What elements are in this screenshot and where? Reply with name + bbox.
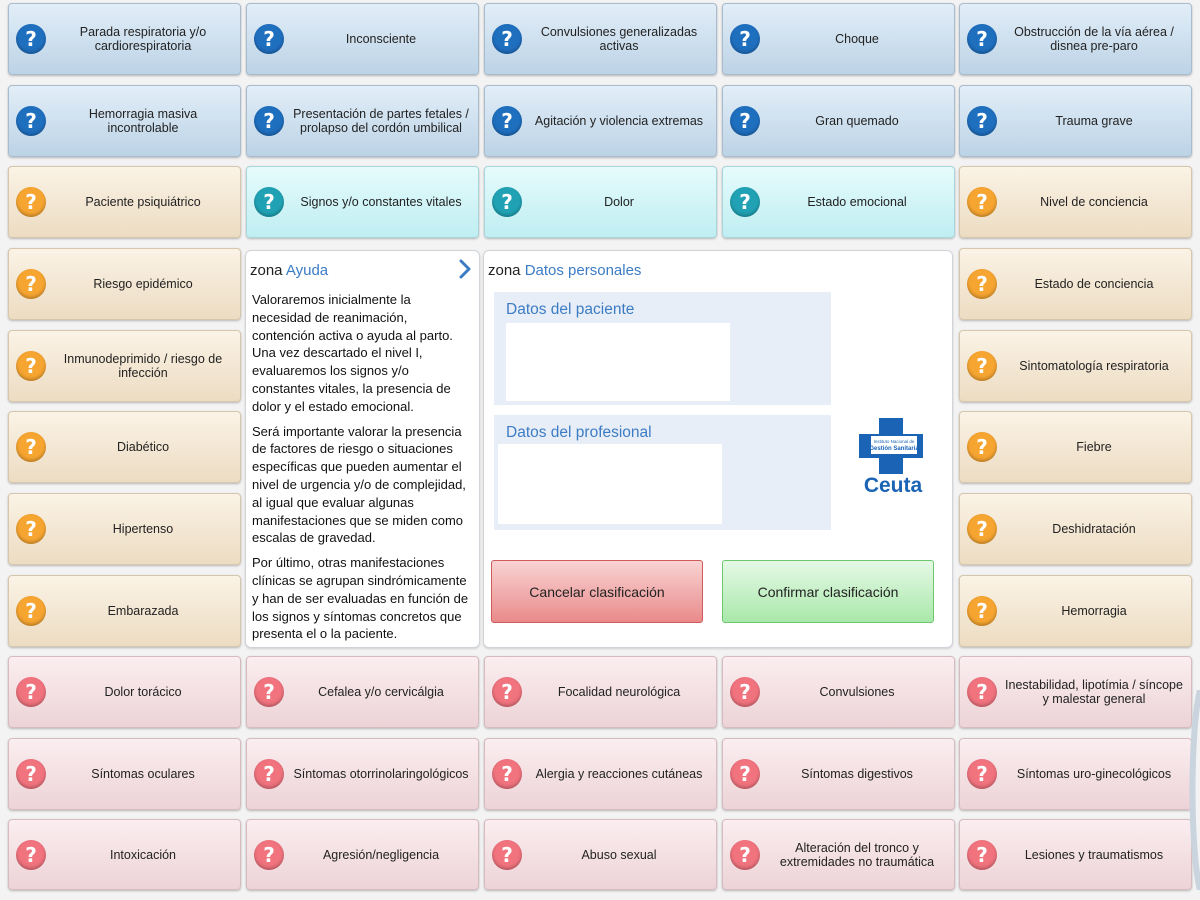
triage-tile-label: Deshidratación [1052, 522, 1136, 536]
triage-tile-label: Diabético [116, 440, 170, 454]
personal-zone-title [488, 262, 641, 279]
triage-tile-label: Síntomas uro-ginecológicos [1016, 767, 1172, 781]
triage-tile-label: Estado de conciencia [1034, 277, 1154, 291]
question-mark-icon: ? [492, 187, 522, 217]
triage-tile[interactable] [8, 411, 241, 483]
question-mark-icon: ? [967, 24, 997, 54]
patient-data-field[interactable] [506, 323, 730, 401]
question-mark-icon: ? [16, 269, 46, 299]
question-mark-icon: ? [254, 24, 284, 54]
triage-tile-label: Riesgo epidémico [93, 277, 193, 291]
question-mark-icon: ? [16, 187, 46, 217]
triage-tile-label: Hipertenso [112, 522, 174, 536]
triage-tile-label: Alteración del tronco y extremidades no traumática [779, 840, 935, 869]
triage-tile[interactable] [8, 85, 241, 157]
question-mark-icon: ? [254, 187, 284, 217]
professional-data-title: Datos del profesional [506, 424, 652, 441]
question-mark-icon: ? [967, 187, 997, 217]
cancel-classification-button[interactable]: Cancelar clasificación [491, 560, 703, 623]
personal-zone-word: zona [488, 262, 521, 279]
triage-tile-label: Síntomas otorrinolaringológicos [293, 767, 469, 781]
triage-tile-label: Embarazada [107, 604, 179, 618]
question-mark-icon: ? [254, 106, 284, 136]
question-mark-icon: ? [16, 432, 46, 462]
triage-tile-label: Intoxicación [109, 847, 176, 862]
triage-tile-label: Obstrucción de la vía aérea / disnea pre-paro [1014, 25, 1174, 53]
triage-tile[interactable] [722, 819, 955, 890]
triage-tile[interactable] [484, 3, 717, 75]
health-cross-icon [857, 416, 929, 476]
triage-tile-label: Convulsiones generalizadas activas [540, 25, 698, 53]
question-mark-icon: ? [967, 677, 997, 707]
triage-tile-label: Abuso sexual [581, 847, 657, 862]
confirm-classification-button[interactable]: Confirmar clasificación [722, 560, 934, 623]
question-mark-icon: ? [967, 514, 997, 544]
triage-tile[interactable] [722, 738, 955, 810]
personal-data-zone [483, 250, 953, 648]
triage-tile[interactable] [8, 575, 241, 647]
triage-tile[interactable] [722, 166, 955, 238]
question-mark-icon: ? [967, 432, 997, 462]
question-mark-icon: ? [967, 106, 997, 136]
triage-tile-label: Estado emocional [807, 195, 907, 209]
triage-tile-label: Gran quemado [815, 114, 899, 128]
triage-tile[interactable] [959, 166, 1192, 238]
triage-tile[interactable] [484, 656, 717, 728]
help-paragraph-3: Por último, otras manifestaciones clínicas se agrupan sindrómicamente y han de ser evaluadas en función de los signos y síntomas concretos que presenta el o la paciente. [252, 555, 469, 642]
question-mark-icon: ? [16, 596, 46, 626]
patient-data-section [494, 292, 831, 405]
triage-tile-label: Hemorragia [1061, 604, 1127, 618]
help-zone-name: Ayuda [285, 262, 329, 279]
question-mark-icon: ? [492, 106, 522, 136]
triage-tile-label: Agresión/negligencia [322, 847, 440, 862]
help-paragraph-2: Será importante valorar la presencia de factores de riesgo o situaciones específicas que pueden aumentar el nivel de urgencia y/o de complejidad, al igual que evaluar algunas manifestaciones que se miden como escalas de gravedad. [252, 423, 466, 546]
help-text [252, 291, 472, 650]
logo-small-line-1: Instituto Nacional de [873, 439, 915, 444]
triage-tile[interactable] [959, 738, 1192, 810]
triage-tile[interactable] [959, 330, 1192, 402]
triage-tile-label: Trauma grave [1055, 114, 1133, 128]
ingesa-ceuta-logo [857, 416, 929, 501]
question-mark-icon: ? [730, 840, 760, 870]
question-mark-icon: ? [967, 351, 997, 381]
triage-tile[interactable] [246, 819, 479, 890]
triage-tile[interactable] [246, 166, 479, 238]
triage-tile[interactable] [722, 3, 955, 75]
triage-tile-label: Inmunodeprimido / riesgo de infección [63, 352, 223, 380]
triage-tile-label: Dolor torácico [104, 685, 182, 699]
professional-data-section [494, 415, 831, 530]
question-mark-icon: ? [492, 24, 522, 54]
question-mark-icon: ? [16, 106, 46, 136]
triage-tile[interactable] [8, 330, 241, 402]
question-mark-icon: ? [730, 759, 760, 789]
question-mark-icon: ? [967, 596, 997, 626]
triage-tile-label: Lesiones y traumatismos [1024, 847, 1164, 862]
question-mark-icon: ? [16, 514, 46, 544]
triage-tile[interactable] [484, 738, 717, 810]
triage-tile-label: Fiebre [1076, 440, 1112, 454]
question-mark-icon: ? [492, 840, 522, 870]
question-mark-icon: ? [730, 187, 760, 217]
triage-tile-label: Inconsciente [345, 32, 417, 46]
triage-tile-label: Síntomas digestivos [801, 767, 913, 781]
triage-tile-label: Hemorragia masiva incontrolable [88, 107, 198, 135]
question-mark-icon: ? [967, 759, 997, 789]
chevron-right-icon[interactable] [457, 258, 473, 280]
triage-tile-label: Presentación de partes fetales / prolapso del cordón umbilical [293, 107, 469, 135]
triage-tile-label: Parada respiratoria y/o cardiorespiratoria [79, 25, 207, 53]
triage-tile-label: Inestabilidad, lipotímia / síncope y malestar general [1005, 678, 1183, 706]
triage-tile[interactable] [959, 575, 1192, 647]
personal-zone-name: Datos personales [524, 262, 642, 279]
triage-tile[interactable] [484, 819, 717, 890]
triage-tile[interactable] [484, 85, 717, 157]
question-mark-icon: ? [492, 677, 522, 707]
triage-tile[interactable] [959, 411, 1192, 483]
help-zone-word: zona [250, 262, 283, 279]
triage-tile-label: Síntomas oculares [91, 767, 195, 781]
triage-tile[interactable] [484, 166, 717, 238]
question-mark-icon: ? [967, 840, 997, 870]
help-zone [245, 250, 480, 648]
question-mark-icon: ? [730, 677, 760, 707]
triage-tile[interactable] [959, 656, 1192, 728]
question-mark-icon: ? [254, 840, 284, 870]
question-mark-icon: ? [16, 759, 46, 789]
question-mark-icon: ? [492, 759, 522, 789]
triage-tile-label: Paciente psiquiátrico [85, 195, 201, 209]
triage-tile[interactable] [8, 819, 241, 890]
question-mark-icon: ? [16, 24, 46, 54]
triage-tile[interactable] [8, 3, 241, 75]
triage-tile-label: Nivel de conciencia [1040, 195, 1148, 209]
patient-data-title: Datos del paciente [506, 301, 635, 318]
triage-tile[interactable] [246, 3, 479, 75]
triage-tile[interactable] [959, 819, 1192, 890]
help-paragraph-1: Valoraremos inicialmente la necesidad de reanimación, contención activa o ayuda al parto. Una vez descartado el nivel I, evaluaremos los signos y/o constantes vitales, la presencia de dolor y el estado emocional. [252, 292, 453, 414]
triage-tile[interactable] [8, 248, 241, 320]
triage-tile[interactable] [8, 166, 241, 238]
triage-tile-label: Convulsiones [819, 685, 895, 699]
triage-tile-label: Signos y/o constantes vitales [300, 195, 462, 209]
help-zone-title [250, 262, 328, 279]
triage-tile[interactable] [8, 656, 241, 728]
triage-tile-label: Sintomatología respiratoria [1019, 359, 1169, 373]
triage-tile[interactable] [722, 85, 955, 157]
question-mark-icon: ? [16, 351, 46, 381]
triage-tile-label: Alergia y reacciones cutáneas [535, 767, 703, 781]
triage-tile[interactable] [246, 738, 479, 810]
triage-tile-label: Dolor [604, 195, 634, 209]
question-mark-icon: ? [16, 840, 46, 870]
triage-tile[interactable] [8, 493, 241, 565]
logo-small-line-2: Gestión Sanitaria [869, 446, 919, 452]
triage-tile-label: Agitación y violencia extremas [534, 114, 704, 128]
triage-tile[interactable] [8, 738, 241, 810]
triage-tile[interactable] [959, 248, 1192, 320]
question-mark-icon: ? [254, 677, 284, 707]
triage-tile-label: Cefalea y/o cervicálgia [318, 685, 444, 699]
question-mark-icon: ? [730, 24, 760, 54]
question-mark-icon: ? [16, 677, 46, 707]
triage-tile[interactable] [722, 656, 955, 728]
triage-tile[interactable] [246, 85, 479, 157]
question-mark-icon: ? [730, 106, 760, 136]
triage-tile[interactable] [959, 493, 1192, 565]
triage-tile[interactable] [246, 656, 479, 728]
question-mark-icon: ? [254, 759, 284, 789]
edge-decoration [1188, 690, 1200, 890]
professional-data-field[interactable] [498, 444, 722, 524]
triage-tile-label: Focalidad neurológica [557, 685, 681, 699]
logo-text: Ceuta [863, 474, 923, 497]
triage-tile[interactable] [959, 3, 1192, 75]
triage-tile[interactable] [959, 85, 1192, 157]
question-mark-icon: ? [967, 269, 997, 299]
triage-tile-label: Choque [835, 32, 879, 46]
